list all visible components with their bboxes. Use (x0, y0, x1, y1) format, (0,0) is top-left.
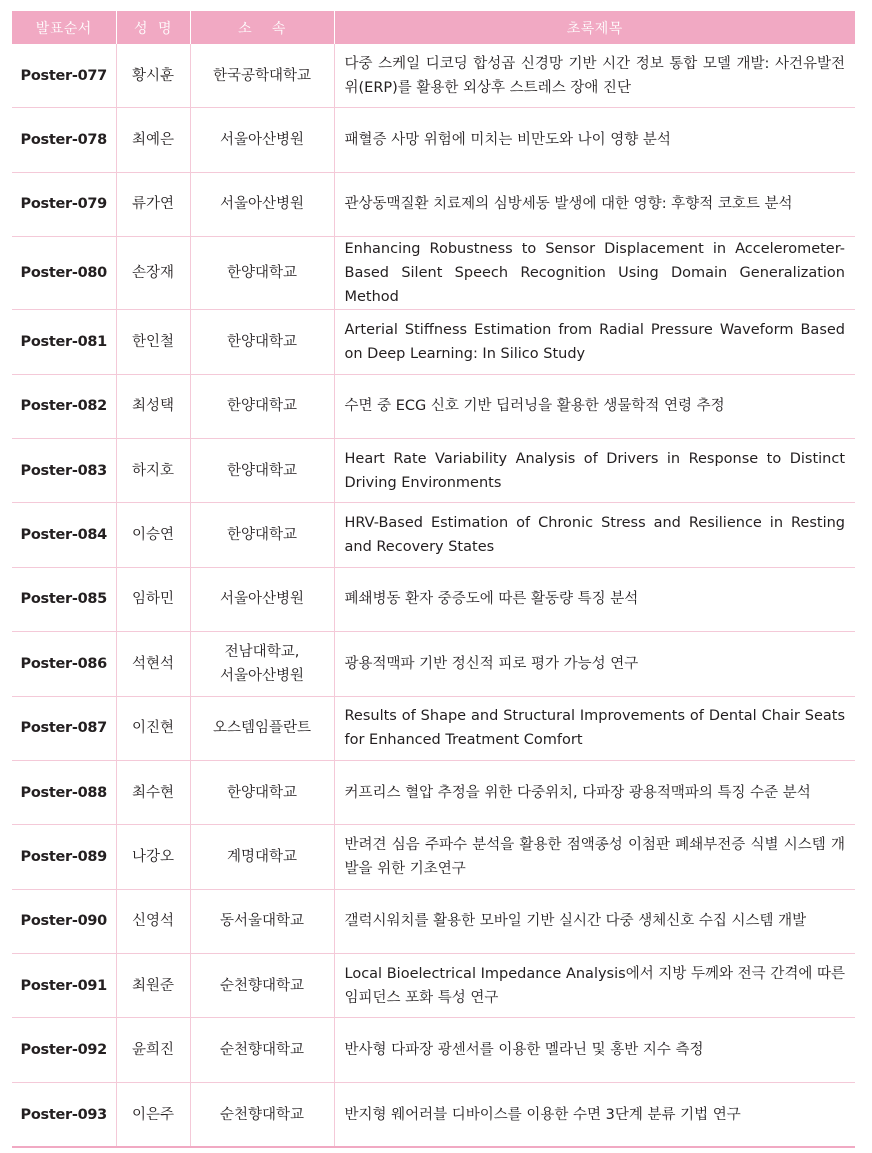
table-header-row (12, 11, 855, 44)
abstract-title-cell: 반지형 웨어러블 디바이스를 이용한 수면 3단계 분류 기법 연구 (334, 1082, 855, 1147)
affiliation-line: 오스템임플란트 (212, 720, 312, 737)
affiliation-line: 서울아산병원 (219, 132, 305, 149)
order-cell: Poster-090 (12, 889, 116, 953)
affiliation-cell (190, 954, 334, 1018)
presenter-name-cell: 최원준 (116, 954, 190, 1018)
header-name: 성 명 (116, 11, 190, 44)
affiliation-line: 한양대학교 (226, 462, 298, 479)
table-row (12, 696, 855, 760)
table-row (12, 44, 855, 108)
affiliation-line: 계명대학교 (226, 848, 298, 865)
order-cell: Poster-087 (12, 696, 116, 760)
affiliation-cell (190, 503, 334, 567)
order-cell: Poster-088 (12, 760, 116, 824)
affiliation-cell (190, 1018, 334, 1082)
order-cell: Poster-079 (12, 172, 116, 236)
order-cell: Poster-085 (12, 567, 116, 631)
table-row (12, 310, 855, 374)
affiliation-line: 한양대학교 (226, 527, 298, 544)
abstract-title-cell: 수면 중 ECG 신호 기반 딥러닝을 활용한 생물학적 연령 추정 (334, 374, 855, 438)
affiliation-line: 한양대학교 (226, 333, 298, 350)
abstract-title-cell: 관상동맥질환 치료제의 심방세동 발생에 대한 영향: 후향적 코호트 분석 (334, 172, 855, 236)
affiliation-cell (190, 760, 334, 824)
abstract-title-cell: Arterial Stiffness Estimation from Radial Pressure Waveform Based on Deep Learning: In Silico Study (334, 310, 855, 374)
table-row (12, 1082, 855, 1147)
affiliation-line: 순천향대학교 (219, 1106, 305, 1123)
presenter-name-cell: 최수현 (116, 760, 190, 824)
affiliation-line: 순천향대학교 (219, 977, 305, 994)
table-row (12, 237, 855, 310)
presenter-name-cell: 손장재 (116, 237, 190, 310)
abstract-title-cell: Results of Shape and Structural Improvements of Dental Chair Seats for Enhanced Treatment Comfort (334, 696, 855, 760)
abstract-title-cell: Heart Rate Variability Analysis of Drivers in Response to Distinct Driving Environments (334, 438, 855, 502)
order-cell: Poster-080 (12, 237, 116, 310)
presenter-name-cell: 윤희진 (116, 1018, 190, 1082)
order-cell: Poster-091 (12, 954, 116, 1018)
header-order: 발표순서 (12, 11, 116, 44)
order-cell: Poster-083 (12, 438, 116, 502)
abstract-title-cell: HRV-Based Estimation of Chronic Stress and Resilience in Resting and Recovery States (334, 503, 855, 567)
abstract-title-cell: 패혈증 사망 위험에 미치는 비만도와 나이 영향 분석 (334, 108, 855, 172)
table-row (12, 567, 855, 631)
presenter-name-cell: 임하민 (116, 567, 190, 631)
order-cell: Poster-093 (12, 1082, 116, 1147)
presenter-name-cell: 나강오 (116, 825, 190, 889)
table-row (12, 172, 855, 236)
table-row (12, 438, 855, 502)
affiliation-cell (190, 438, 334, 502)
abstract-title-cell: Enhancing Robustness to Sensor Displacement in Accelerometer-Based Silent Speech Recognition Using Domain Generalization Method (334, 237, 855, 310)
table-row (12, 889, 855, 953)
table-row (12, 760, 855, 824)
presenter-name-cell: 한인철 (116, 310, 190, 374)
abstract-title-cell: 반려견 심음 주파수 분석을 활용한 점액종성 이첨판 폐쇄부전증 식별 시스템 개발을 위한 기초연구 (334, 825, 855, 889)
table-row (12, 1018, 855, 1082)
affiliation-cell (190, 632, 334, 696)
order-cell: Poster-082 (12, 374, 116, 438)
affiliation-cell (190, 237, 334, 310)
presenter-name-cell: 류가연 (116, 172, 190, 236)
abstract-title-cell: 갤럭시워치를 활용한 모바일 기반 실시간 다중 생체신호 수집 시스템 개발 (334, 889, 855, 953)
affiliation-cell (190, 889, 334, 953)
abstract-title-cell: 커프리스 혈압 추정을 위한 다중위치, 다파장 광용적맥파의 특징 수준 분석 (334, 760, 855, 824)
affiliation-cell (190, 172, 334, 236)
table-row (12, 108, 855, 172)
table-row (12, 374, 855, 438)
order-cell: Poster-089 (12, 825, 116, 889)
affiliation-line: 순천향대학교 (219, 1042, 305, 1059)
affiliation-line: 한양대학교 (226, 265, 298, 282)
affiliation-cell (190, 374, 334, 438)
affiliation-cell (190, 567, 334, 631)
presenter-name-cell: 이진현 (116, 696, 190, 760)
table-row (12, 825, 855, 889)
affiliation-cell (190, 44, 334, 108)
header-affiliation: 소 속 (190, 11, 334, 44)
poster-table (12, 11, 855, 1148)
affiliation-line: 한양대학교 (226, 398, 298, 415)
order-cell: Poster-081 (12, 310, 116, 374)
affiliation-cell (190, 310, 334, 374)
affiliation-line: 서울아산병원 (219, 196, 305, 213)
table-row (12, 632, 855, 696)
affiliation-cell (190, 108, 334, 172)
poster-schedule (12, 11, 855, 1148)
abstract-title-cell: 반사형 다파장 광센서를 이용한 멜라닌 및 홍반 지수 측정 (334, 1018, 855, 1082)
table-row (12, 954, 855, 1018)
order-cell: Poster-084 (12, 503, 116, 567)
presenter-name-cell: 최성택 (116, 374, 190, 438)
abstract-title-cell: Local Bioelectrical Impedance Analysis에서 지방 두께와 전극 간격에 따른 임피던스 포화 특성 연구 (334, 954, 855, 1018)
abstract-title-cell: 광용적맥파 기반 정신적 피로 평가 가능성 연구 (334, 632, 855, 696)
affiliation-line: 서울아산병원 (219, 591, 305, 608)
presenter-name-cell: 석현석 (116, 632, 190, 696)
order-cell: Poster-086 (12, 632, 116, 696)
affiliation-cell (190, 696, 334, 760)
abstract-title-cell: 다중 스케일 디코딩 합성곱 신경망 기반 시간 정보 통합 모델 개발: 사건유발전위(ERP)를 활용한 외상후 스트레스 장애 진단 (334, 44, 855, 108)
affiliation-line: 한국공학대학교 (212, 67, 312, 84)
affiliation-cell (190, 1082, 334, 1147)
order-cell: Poster-078 (12, 108, 116, 172)
presenter-name-cell: 이은주 (116, 1082, 190, 1147)
order-cell: Poster-092 (12, 1018, 116, 1082)
affiliation-line: 전남대학교, (224, 643, 300, 660)
presenter-name-cell: 하지호 (116, 438, 190, 502)
affiliation-line: 동서울대학교 (219, 913, 305, 930)
affiliation-cell (190, 825, 334, 889)
abstract-title-cell: 폐쇄병동 환자 중증도에 따른 활동량 특징 분석 (334, 567, 855, 631)
presenter-name-cell: 이승연 (116, 503, 190, 567)
header-title: 초록제목 (334, 11, 855, 44)
presenter-name-cell: 황시훈 (116, 44, 190, 108)
presenter-name-cell: 최예은 (116, 108, 190, 172)
order-cell: Poster-077 (12, 44, 116, 108)
presenter-name-cell: 신영석 (116, 889, 190, 953)
affiliation-line: 한양대학교 (226, 784, 298, 801)
table-row (12, 503, 855, 567)
affiliation-line: 서울아산병원 (219, 667, 305, 684)
